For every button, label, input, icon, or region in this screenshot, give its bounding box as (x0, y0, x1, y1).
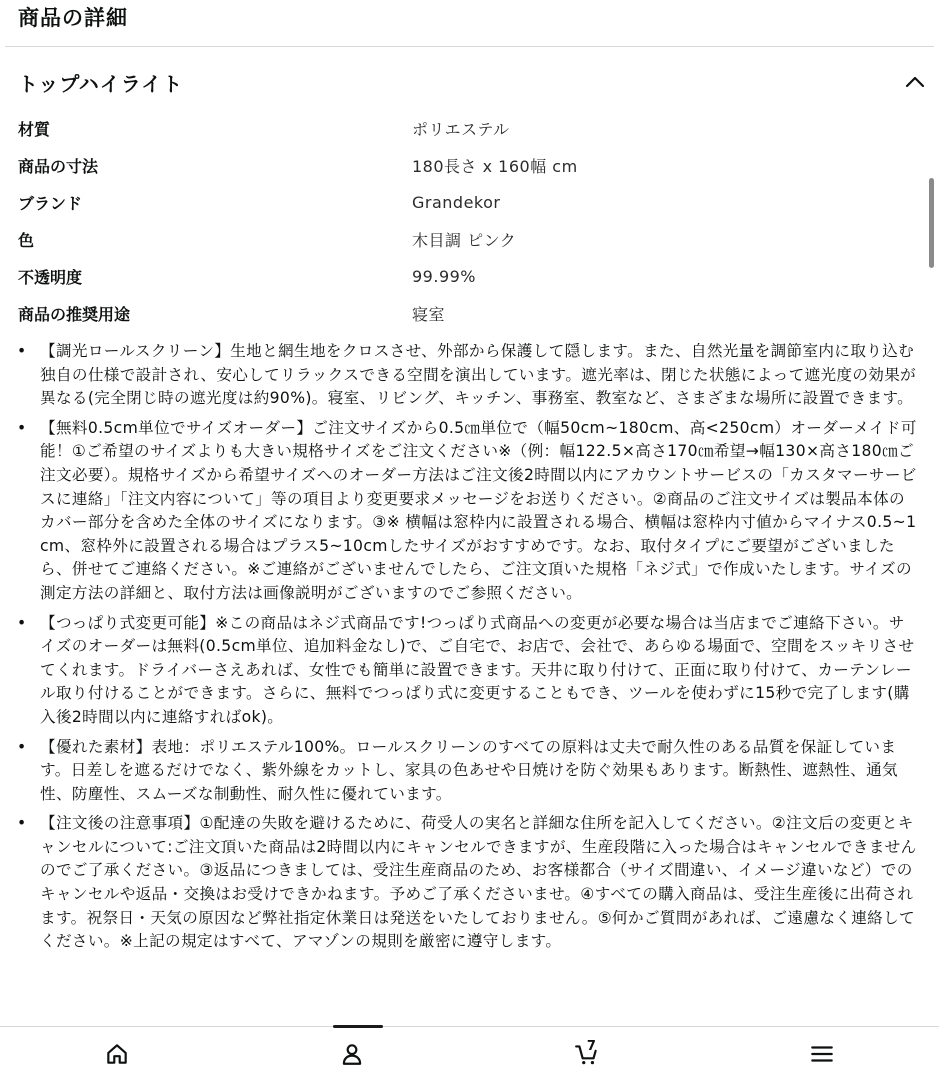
spec-value: ポリエステル (412, 120, 510, 139)
nav-cart-button[interactable] (527, 1027, 647, 1080)
menu-icon (809, 1041, 835, 1067)
list-item (17, 340, 917, 411)
bullet-text: 【調光ロールスクリーン】生地と網生地をクロスさせ、外部から保護して隠します。また、自然光量を調節室内に取り込む独自の仕様で設計され、安心してリラックスできる空間を演出しています。遮光率は、閉じた状態によって遮光度の効果が異なる(完全閉じ時の遮光度は約90%)。寝室、リビング、キッチン、事務室、教室など、さまざまな場所に設置できます。 (40, 342, 917, 408)
section-title: トップハイライト (18, 71, 184, 96)
spec-row-color (18, 221, 898, 258)
list-item (17, 612, 917, 730)
spec-label: 材質 (18, 120, 51, 139)
spec-label: 色 (18, 231, 35, 250)
spec-label: 商品の寸法 (18, 157, 99, 176)
spec-label: 不透明度 (18, 268, 83, 287)
title-divider (5, 46, 934, 47)
spec-label: ブランド (18, 194, 83, 213)
list-item (17, 417, 917, 606)
bullet-text: 【注文後の注意事項】①配達の失敗を避けるために、荷受人の実名と詳細な住所を記入してください。②注文后の変更とキャンセルについて:ご注文頂いた商品は2時間以内にキャンセルできますが、生産段階に入った場合はキャンセルできませんのでご了承ください。③返品につきましては、受注生産商品のため、お客様都合（サイズ間違い、イメージ違いなど）でのキャンセルや返品・交換はお受けできかねます。予めご了承くださいませ。④すべての購入商品は、受注生産後に出荷されます。祝祭日・天気の原因など弊社指定休業日は発送をいたしておりません。⑤何かご質問があれば、ご遠慮なく連絡してください。※上記の規定はすべて、アマゾンの規則を厳密に遵守します。 (40, 814, 917, 951)
bullet-text: 【無料0.5cm単位でサイズオーダー】ご注文サイズから0.5㎝単位で（幅50cm~180cm、高<250cm）オーダーメイド可能！①ご希望のサイズよりも大きい規格サイズをご注文ください※（例：幅122.5×高さ170㎝希望→幅130×高さ180㎝ご注文必要）。規格サイズから希望サイズへのオーダー方法はご注文後2時間以内にアカウントサービスの「カスタマーサービスに連絡」「注文内容について」等の項目より変更要求メッセージをお送りください。②商品のご注文サイズは製品本体のカバー部分を含めた全体のサイズになります。③※ 横幅は窓枠内に設置される場合、横幅は窓枠内寸値からマイナス0.5~1cm、窓枠外に設置される場合はプラス5~10cmしたサイズがおすすめです。なお、取付タイプにご要望がございましたら、併せてご連絡ください。※ご連絡がございませんでしたら、ご注文頂いた規格「ネジ式」で作成いたします。サイズの測定方法の詳細と、取付方法は画像説明がございますのでご参照ください。 (40, 418, 917, 602)
bullet-dot: • (17, 737, 27, 756)
bullet-dot: • (17, 418, 27, 437)
spec-value: Grandekor (412, 193, 501, 212)
spec-row-opacity (18, 258, 898, 295)
bullet-dot: • (17, 342, 27, 360)
list-item (17, 736, 917, 807)
spec-value: 木目調 ピンク (412, 231, 517, 250)
nav-account-button[interactable] (292, 1027, 412, 1080)
list-item (17, 812, 917, 954)
bullet-dot: • (17, 613, 27, 632)
top-highlights-header[interactable] (18, 62, 927, 102)
spec-row-brand (18, 184, 898, 221)
spec-label: 商品の推奨用途 (18, 305, 131, 324)
chevron-up-icon[interactable] (903, 70, 927, 94)
home-icon (104, 1041, 130, 1067)
scrollbar[interactable] (929, 178, 934, 268)
spec-value: 寝室 (412, 305, 446, 324)
user-icon (339, 1041, 365, 1067)
spec-value: 180長さ x 160幅 cm (412, 157, 578, 176)
cart-count-badge: 7 (586, 1038, 596, 1054)
bullet-text: 【優れた素材】表地：ポリエステル100%。ロールスクリーンのすべての原料は丈夫で耐久性のある品質を保証しています。日差しを遮るだけでなく、紫外線をカットし、家具の色あせや日焼けを防ぐ効果もあります。断熱性、遮熱性、通気性、防塵性、スムーズな制動性、耐久性に優れています。 (40, 737, 898, 803)
spec-value: 99.99% (412, 267, 477, 286)
spec-row-material (18, 110, 898, 147)
nav-home-button[interactable] (57, 1027, 177, 1080)
spec-row-dimensions (18, 147, 898, 184)
spec-row-recommended-use (18, 295, 898, 332)
bottom-nav-bar (0, 1026, 939, 1080)
bullet-dot: • (17, 814, 27, 833)
feature-bullets (17, 340, 917, 960)
bullet-text: 【つっぱり式変更可能】※この商品はネジ式商品です!つっぱり式商品への変更が必要な場合は当店までご連絡下さい。サイズのオーダーは無料(0.5cm単位、追加料金なし)で、ご自宅で、お店で、会社で、あらゆる場面で、空間をスッキリさせてくれます。ドライバーさえあれば、女性でも簡単に設置できます。天井に取り付けて、正面に取り付けて、カーテンレール取り付けることができます。さらに、無料でつっぱり式に変更することもでき、ツールを使わずに15秒で完了します(購入後2時間以内に連絡すればok)。 (40, 613, 915, 726)
page-title: 商品の詳細 (18, 6, 128, 30)
spec-table (18, 110, 898, 332)
nav-menu-button[interactable] (762, 1027, 882, 1080)
